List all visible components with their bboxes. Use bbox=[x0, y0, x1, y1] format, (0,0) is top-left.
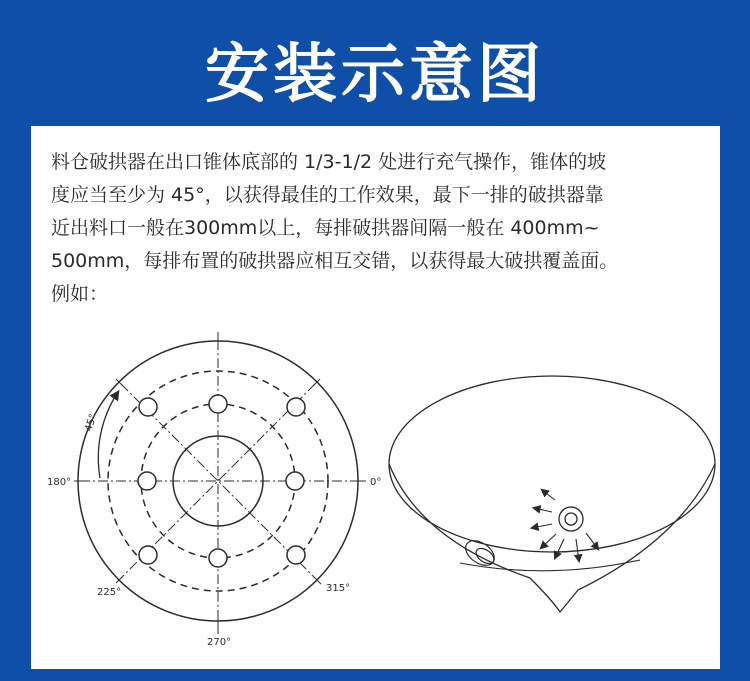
description-line: 例如： bbox=[51, 283, 109, 305]
breaker-circle bbox=[139, 546, 157, 564]
breaker-center-outer bbox=[559, 507, 583, 531]
angle-label-0: 0° bbox=[370, 477, 382, 488]
breaker-circle bbox=[287, 398, 305, 416]
description-line: 度应当至少为 45°，以获得最佳的工作效果，最下一排的破拱器靠 bbox=[51, 184, 604, 206]
description-line: 500mm，每排布置的破拱器应相互交错，以获得最大破拱覆盖面。 bbox=[51, 250, 619, 272]
breaker-side-outer bbox=[461, 536, 499, 571]
breaker-center-inner bbox=[565, 513, 577, 525]
angle-label-225: 225° bbox=[97, 587, 122, 598]
description-line: 近出料口一般在300mm以上，每排破拱器间隔一般在 400mm~ bbox=[51, 217, 600, 239]
breaker-circle bbox=[139, 398, 157, 416]
angle-label-270: 270° bbox=[207, 637, 232, 648]
page-title: 安装示意图 bbox=[205, 38, 545, 112]
description-line: 料仓破拱器在出口锥体底部的 1/3-1/2 处进行充气操作，锥体的坡 bbox=[51, 151, 607, 173]
angle-label-180: 180° bbox=[47, 477, 72, 488]
breaker-circle bbox=[286, 472, 304, 490]
cone-view-diagram bbox=[389, 376, 715, 612]
breaker-circle bbox=[138, 472, 156, 490]
cone-top-ellipse bbox=[389, 376, 715, 552]
breaker-circle bbox=[287, 546, 305, 564]
angle-label-45: 45° bbox=[83, 412, 100, 433]
angle-label-315: 315° bbox=[326, 583, 351, 594]
breaker-circle bbox=[209, 395, 227, 413]
breaker-circle bbox=[209, 549, 227, 567]
